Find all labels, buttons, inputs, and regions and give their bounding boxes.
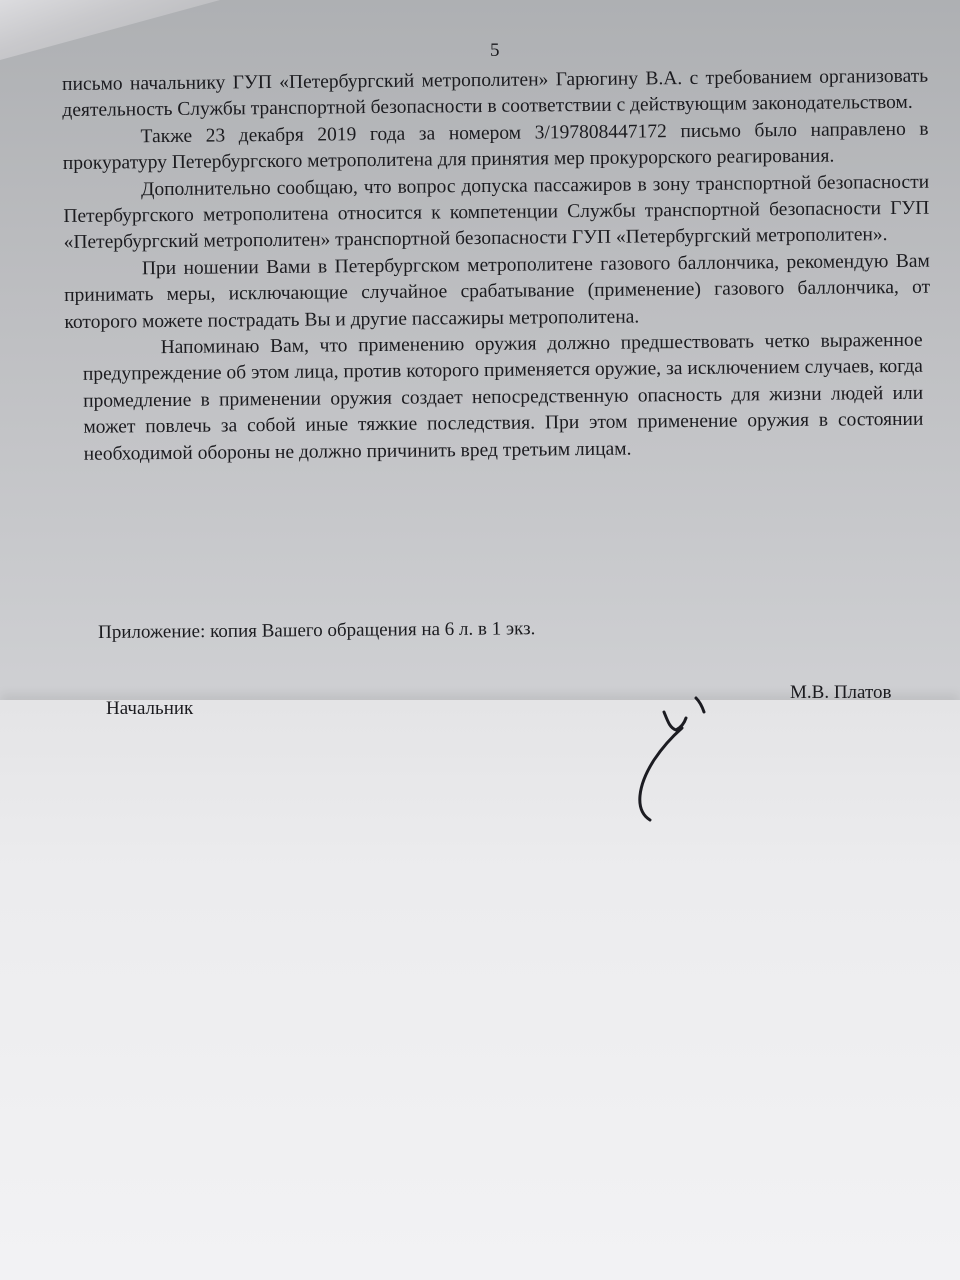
- paragraph-5: Напоминаю Вам, что применению оружия должно предшествовать четко выраженное предупреждение об этом лица, против которого применяется оружие, за исключением случаев, когда промедление в применении оружия создает непосредственную опасность для жизни людей или может повлечь за собой иные тяжкие последствия. При этом применение оружия в состоянии необходимой обороны не должно причинить вред третьим лицам.: [82, 329, 924, 465]
- paragraph-3: Дополнительно сообщаю, что вопрос допуска пассажиров в зону транспортной безопасности Петербургского метрополитена относится к компетенции Службы транспортной безопасности ГУП «Петербургский метрополитен» транспортной безопасности ГУП «Петербургский метрополитен».: [63, 171, 930, 254]
- page-lower-folded: [0, 700, 960, 1280]
- attachment-note: Приложение: копия Вашего обращения на 6 л. в 1 экз.: [98, 618, 536, 643]
- handwritten-signature-icon: [620, 690, 720, 830]
- signatory-name: М.В. Платов: [790, 682, 892, 703]
- page-number: 5: [490, 40, 500, 61]
- signatory-position: Начальник: [106, 698, 194, 719]
- letter-body: [62, 64, 932, 468]
- paragraph-4: При ношении Вами в Петербургском метрополитене газового баллончика, рекомендую Вам принимать меры, исключающие случайное срабатывание (применение) газового баллончика, от которого можете пострадать Вы и другие пассажиры метрополитена.: [64, 250, 931, 333]
- paragraph-2: Также 23 декабря 2019 года за номером 3/197808447172 письмо было направлено в прокуратуру Петербургского метрополитена для принятия мер прокурорского реагирования.: [62, 118, 929, 175]
- paragraph-1: письмо начальнику ГУП «Петербургский метрополитен» Гарюгину В.А. с требованием организовать деятельность Службы транспортной безопасности в соответствии с действующим законодательством.: [62, 65, 929, 122]
